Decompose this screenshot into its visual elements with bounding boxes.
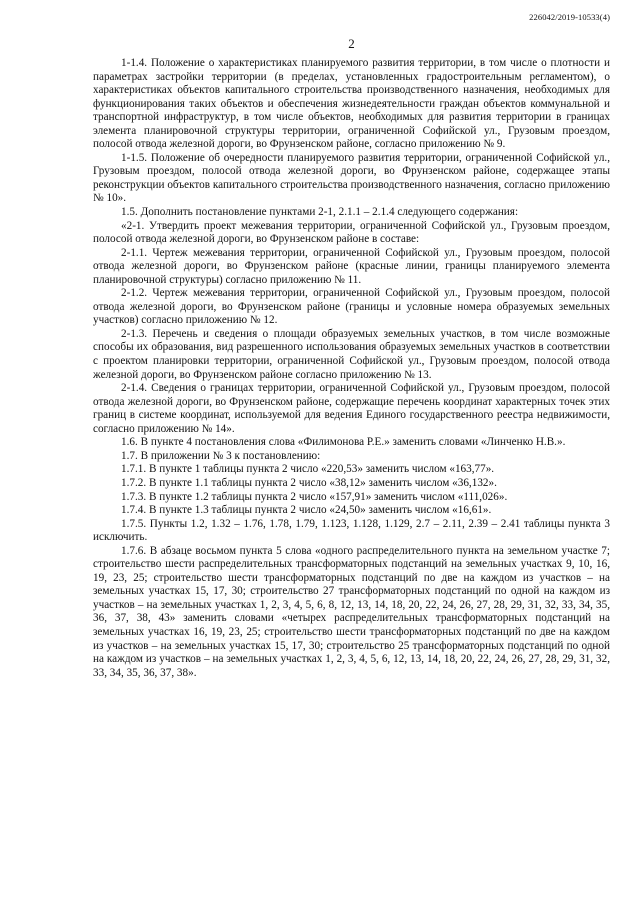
paragraph-1-7-6: 1.7.6. В абзаце восьмом пункта 5 слова «одного распределительного пункта на земельном участке 7; строительство шести распределительных трансформаторных подстанций на земельных участках 9, 10, 16, 19, 23, 25; строительство шести трансформаторных подстанций по две на каждом из участков – на земельных участках 15, 17, 30; строительство 27 трансформаторных подстанций по одной на каждом из участков – на земельных участках 1, 2, 3, 4, 5, 6, 8, 12, 13, 14, 18, 20, 22, 24, 26, 27, 28, 29, 31, 32, 33, 34, 35, 36, 37, 38, 43» заменить словами «четырех распределительных трансформаторных подстанций на земельных участках 16, 19, 23, 25; строительство шести трансформаторных подстанций по две на каждом из участков – на земельных участках 15, 17, 30; строительство 25 трансформаторных подстанций по одной на каждом из участков – на земельных участках 1, 2, 3, 4, 5, 6, 12, 13, 14, 18, 20, 22, 24, 26, 27, 28, 29, 31, 32, 33, 34, 35, 36, 37, 38». — [93, 544, 610, 679]
paragraph-1-6: 1.6. В пункте 4 постановления слова «Филимонова Р.Е.» заменить словами «Линченко Н.В.». — [121, 436, 566, 449]
paragraph-1-7: 1.7. В приложении № 3 к постановлению: — [121, 449, 321, 462]
paragraph-2-1-3: 2-1.3. Перечень и сведения о площади образуемых земельных участков, в том числе возможные способы их образования, вид разрешенного использования образуемых земельных участков в соответствии с проектом планировки территории, ограниченной Софийской ул., Грузовым проездом, полосой отвода железной дороги, во Фрунзенском районе согласно приложению № 13. — [93, 327, 610, 381]
page-number: 2 — [348, 36, 355, 51]
paragraph-1-5: 1.5. Дополнить постановление пунктами 2-1, 2.1.1 – 2.1.4 следующего содержания: — [121, 206, 519, 219]
paragraph-1-7-2: 1.7.2. В пункте 1.1 таблицы пункта 2 число «38,12» заменить числом «36,132». — [121, 476, 497, 489]
paragraph-2-1-4: 2-1.4. Сведения о границах территории, ограниченной Софийской ул., Грузовым проездом, полосой отвода железной дороги, во Фрунзенском районе, содержащие перечень координат характерных точек этих границ в системе координат, используемой для ведения Единого государственного реестра недвижимости, согласно приложению № 14». — [93, 382, 610, 435]
paragraph-1-7-4: 1.7.4. В пункте 1.3 таблицы пункта 2 число «24,50» заменить числом «16,61». — [121, 504, 492, 517]
paragraph-1-1-5: 1-1.5. Положение об очередности планируемого развития территории, ограниченной Софийской ул., Грузовым проездом, полосой отвода железной дороги, во Фрунзенском районе, содержащее этапы реконструкции объектов капитального строительства производственного назначения, согласно приложению № 10». — [93, 151, 610, 205]
paragraph-2-1-1: 2-1.1. Чертеж межевания территории, ограниченной Софийской ул., Грузовым проездом, полосой отвода железной дороги, во Фрунзенском районе (красные линии, границы планируемого элемента планировочной структуры) согласно приложению № 11. — [93, 246, 610, 286]
paragraph-2-1-2: 2-1.2. Чертеж межевания территории, ограниченной Софийской ул., Грузовым проездом, полосой отвода железной дороги, во Фрунзенском районе (границы и условные номера образуемых земельных участков) согласно приложению № 12. — [93, 287, 610, 327]
paragraph-1-1-4: 1-1.4. Положение о характеристиках планируемого развития территории, в том числе о плотности и параметрах застройки территории (в пределах, установленных градостроительным регламентом), о характеристиках объектов капитального строительства производственного назначения, необходимых для функционирования таких объектов и обеспечения жизнедеятельности граждан объектов коммунальной и транспортной инфраструктур, в том числе объектов, необходимых для развития территории в границах элемента планировочной структуры территории, ограниченной Софийской ул., Грузовым проездом, полосой отвода железной дороги, во Фрунзенском районе, согласно приложению № 9. — [93, 57, 610, 151]
paragraph-2-1: «2-1. Утвердить проект межевания территории, ограниченной Софийской ул., Грузовым проездом, полосой отвода железной дороги, во Фрунзенском районе в составе: — [93, 219, 610, 246]
paragraph-1-7-3: 1.7.3. В пункте 1.2 таблицы пункта 2 число «157,91» заменить числом «111,026». — [121, 490, 508, 503]
paragraph-1-7-5: 1.7.5. Пункты 1.2, 1.32 – 1.76, 1.78, 1.79, 1.123, 1.128, 1.129, 2.7 – 2.11, 2.39 – 2.41 таблицы пункта 3 исключить. — [93, 517, 610, 544]
paragraph-1-7-1: 1.7.1. В пункте 1 таблицы пункта 2 число «220,53» заменить числом «163,77». — [121, 463, 495, 476]
document-body — [93, 57, 610, 680]
document-id: 226042/2019-10533(4) — [529, 12, 610, 22]
